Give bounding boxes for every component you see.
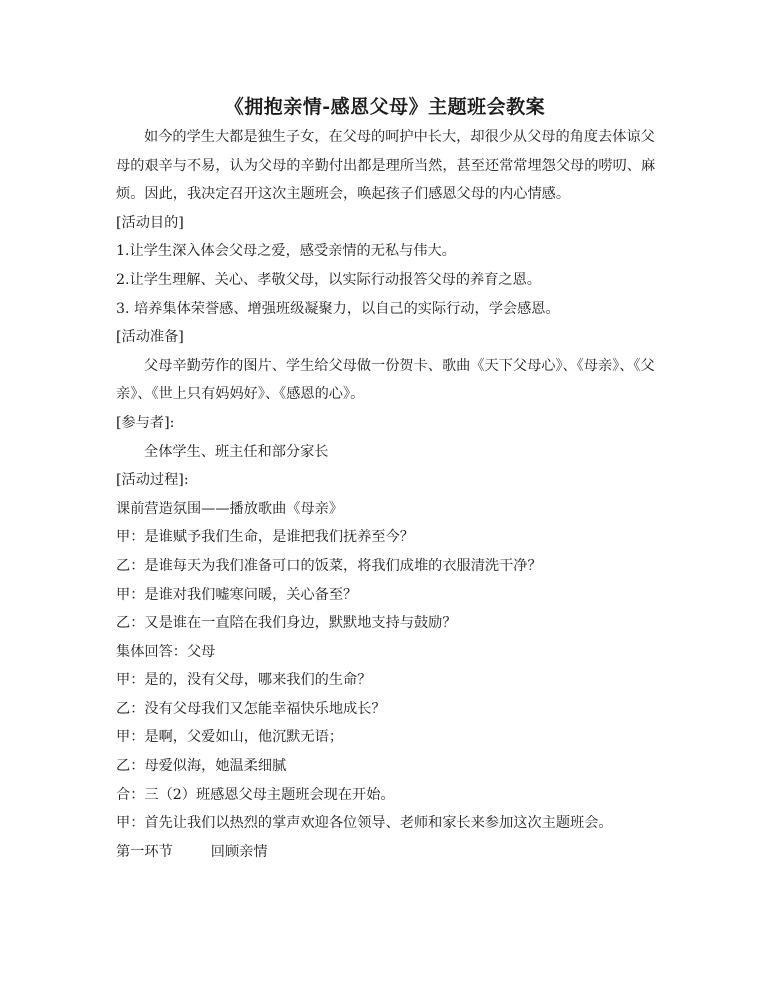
- section-title: 回顾亲情: [210, 843, 268, 860]
- process-line: 甲：首先让我们以热烈的掌声欢迎各位领导、老师和家长来参加这次主题班会。: [116, 815, 613, 832]
- process-line: 甲：是谁赋予我们生命，是谁把我们抚养至今？: [116, 529, 414, 546]
- process-line: 集体回答：父母: [116, 643, 216, 660]
- purpose-item: 1.让学生深入体会父母之爱，感受亲情的无私与伟大。: [116, 243, 456, 260]
- page-title: 《拥抱亲情-感恩父母》主题班会教案: [224, 96, 546, 118]
- process-line: 甲：是的，没有父母，哪来我们的生命？: [116, 672, 372, 689]
- purpose-item: 2.让学生理解、关心、孝敬父母，以实际行动报答父母的养育之恩。: [116, 271, 541, 288]
- preparation-text: 父母辛勤劳作的图片、学生给父母做一份贺卡、歌曲《天下父母心》、《母亲》、《父亲》、《世上只有妈妈好》、《感恩的心》。: [116, 357, 655, 403]
- process-line: 乙：又是谁在一直陪在我们身边，默默地支持与鼓励？: [116, 615, 457, 632]
- process-line: 乙：是谁每天为我们准备可口的饭菜，将我们成堆的衣服清洗干净？: [116, 557, 542, 574]
- intro-paragraph: 如今的学生大都是独生子女，在父母的呵护中长大，却很少从父母的角度去体谅父母的艰辛与不易，认为父母的辛勤付出都是理所当然，甚至还常常埋怨父母的唠叨、麻烦。因此，我决定召开这次主题班会，唤起孩子们感恩父母的内心情感。: [116, 129, 656, 203]
- participants-text: 全体学生、班主任和部分家长: [144, 443, 329, 460]
- process-line: 课前营造氛围——播放歌曲《母亲》: [116, 500, 344, 517]
- purpose-heading: [活动目的]: [116, 214, 184, 231]
- section-label: 第一环节: [116, 843, 173, 860]
- purpose-item: 3. 培养集体荣誉感、增强班级凝聚力，以自己的实际行动，学会感恩。: [116, 300, 560, 317]
- process-line: 乙：没有父母我们又怎能幸福快乐地成长？: [116, 700, 386, 717]
- process-line: 合：三（2）班感恩父母主题班会现在开始。: [116, 786, 395, 803]
- participants-heading: [参与者]:: [116, 414, 175, 431]
- process-heading: [活动过程]:: [116, 472, 189, 489]
- process-line: 甲：是谁对我们嘘寒问暖，关心备至？: [116, 586, 358, 603]
- process-line: 乙：母爱似海，她温柔细腻: [116, 758, 287, 775]
- document-body: [116, 123, 660, 866]
- preparation-heading: [活动准备]: [116, 329, 184, 346]
- section-heading: [116, 838, 660, 867]
- process-line: 甲：是啊，父爱如山，他沉默无语；: [116, 729, 344, 746]
